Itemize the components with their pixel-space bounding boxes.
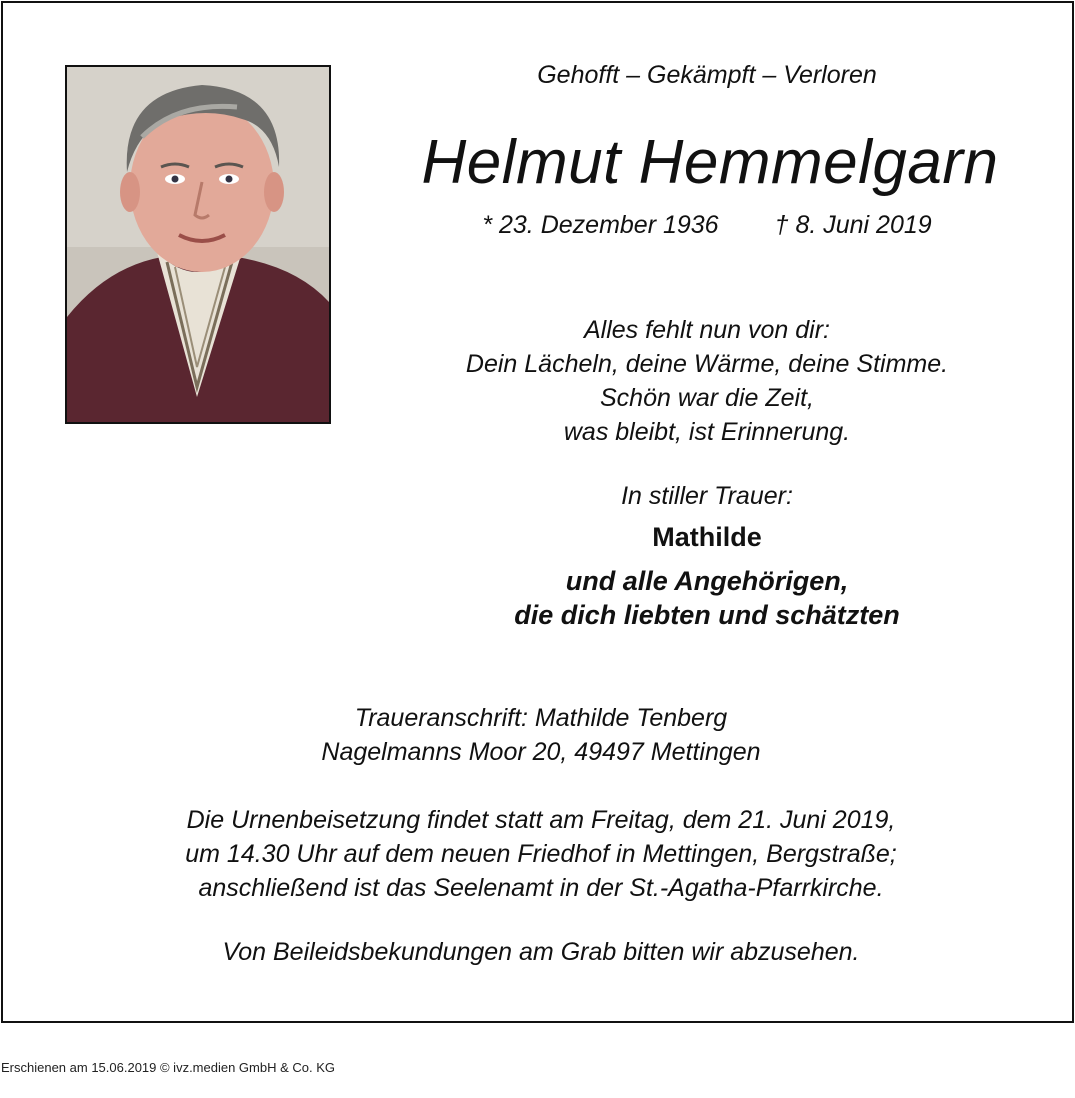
mourning-address	[141, 701, 941, 769]
address-line: Nagelmanns Moor 20, 49497 Mettingen	[321, 738, 761, 766]
poem-line: Alles fehlt nun von dir:	[584, 316, 830, 344]
poem-line: was bleibt, ist Erinnerung.	[563, 418, 851, 446]
obituary-notice	[1, 1, 1074, 1023]
mourners-line: und alle Angehörigen,	[565, 566, 849, 596]
poem-line: Dein Lächeln, deine Wärme, deine Stimme.	[465, 350, 949, 378]
poem-line: Schön war die Zeit,	[600, 384, 814, 412]
burial-line: anschließend ist das Seelenamt in der St.-Agatha-Pfarrkirche.	[198, 874, 884, 902]
motto: Gehofft – Gekämpft – Verloren	[537, 61, 877, 89]
mourning-intro: In stiller Trauer:	[621, 482, 793, 510]
closing-note: Von Beileidsbekundungen am Grab bitten wir abzusehen.	[222, 938, 860, 966]
birth-date: * 23. Dezember 1936	[482, 211, 719, 239]
life-dates	[407, 211, 1007, 240]
portrait-photo	[65, 65, 331, 424]
death-date: † 8. Juni 2019	[774, 211, 932, 239]
other-mourners	[407, 564, 1007, 632]
portrait-illustration	[67, 67, 329, 422]
primary-mourner: Mathilde	[652, 522, 762, 552]
deceased-name: Helmut Hemmelgarn	[421, 128, 999, 197]
publication-footer: Erschienen am 15.06.2019 © ivz.medien GmbH & Co. KG	[1, 1060, 336, 1075]
burial-info	[91, 803, 991, 905]
mourners-line: die dich liebten und schätzten	[514, 600, 900, 630]
address-line: Traueranschrift: Mathilde Tenberg	[354, 704, 728, 732]
burial-line: Die Urnenbeisetzung findet statt am Freitag, dem 21. Juni 2019,	[186, 806, 896, 834]
burial-line: um 14.30 Uhr auf dem neuen Friedhof in Mettingen, Bergstraße;	[185, 840, 897, 868]
poem	[407, 313, 1007, 449]
